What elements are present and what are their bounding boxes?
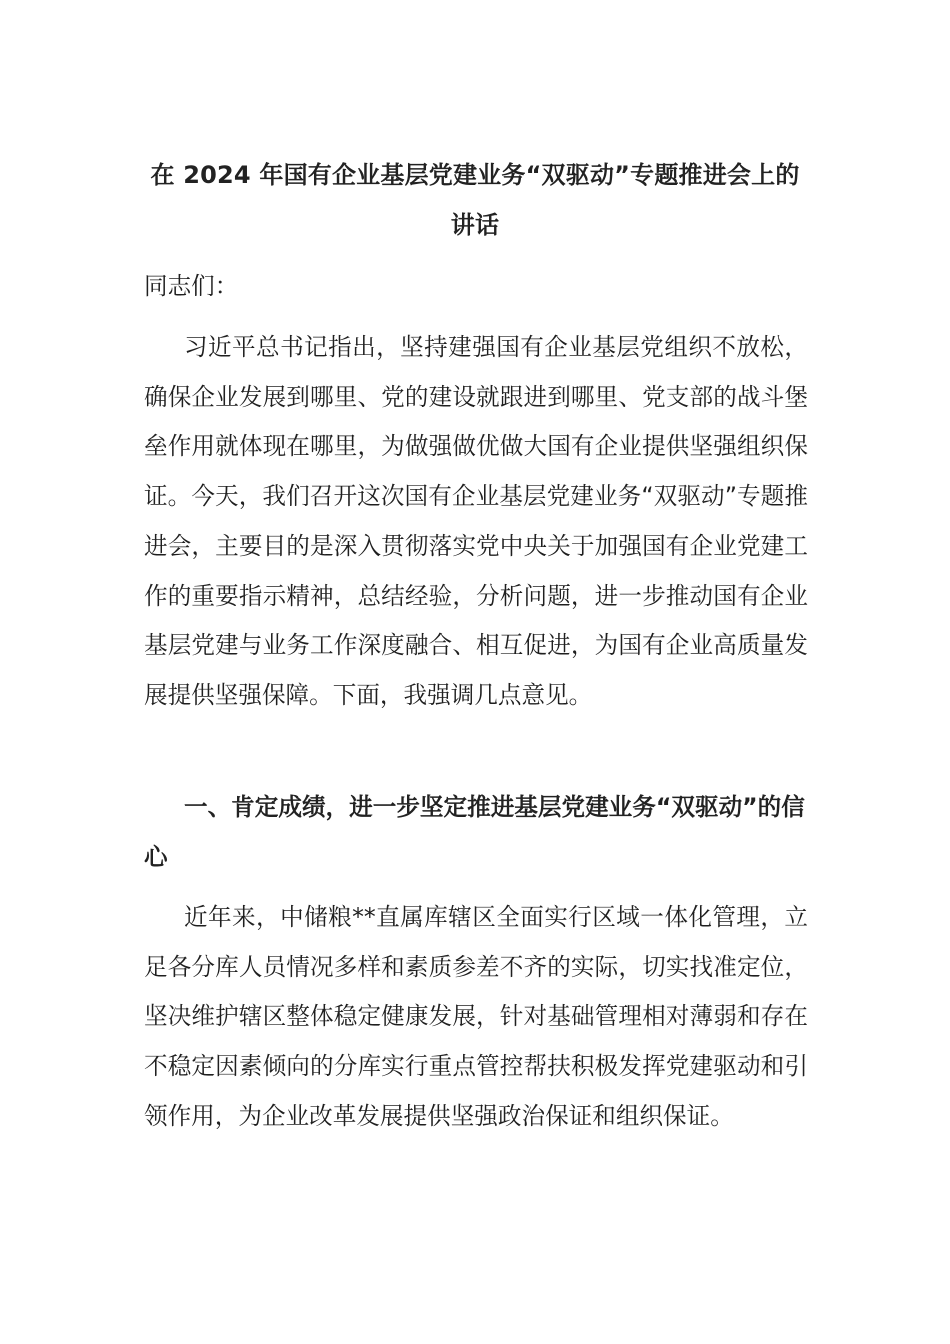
paragraph-section-1: 近年来，中储粮**直属库辖区全面实行区域一体化管理，立足各分库人员情况多样和素质参差不齐的实际，切实找准定位，坚决维护辖区整体稳定健康发展，针对基础管理相对薄弱和存在不稳定因素倾向的分库实行重点管控帮扶积极发挥党建驱动和引领作用，为企业改革发展提供坚强政治保证和组织保证。 — [144, 903, 808, 1130]
greeting: 同志们： — [144, 272, 239, 300]
section-heading-1: 一、肯定成绩，进一步坚定推进基层党建业务“双驱动”的信心 — [144, 793, 805, 871]
paragraph-intro: 习近平总书记指出，坚持建强国有企业基层党组织不放松，确保企业发展到哪里、党的建设就跟进到哪里、党支部的战斗堡垒作用就体现在哪里，为做强做优做大国有企业提供坚强组织保证。今天，我们召开这次国有企业基层党建业务“双驱动”专题推进会，主要目的是深入贯彻落实党中央关于加强国有企业党建工作的重要指示精神，总结经验，分析问题，进一步推动国有企业基层党建与业务工作深度融合、相互促进，为国有企业高质量发展提供坚强保障。下面，我强调几点意见。 — [144, 333, 808, 709]
document-title: 在 2024 年国有企业基层党建业务“双驱动”专题推进会上的讲话 — [150, 161, 800, 239]
